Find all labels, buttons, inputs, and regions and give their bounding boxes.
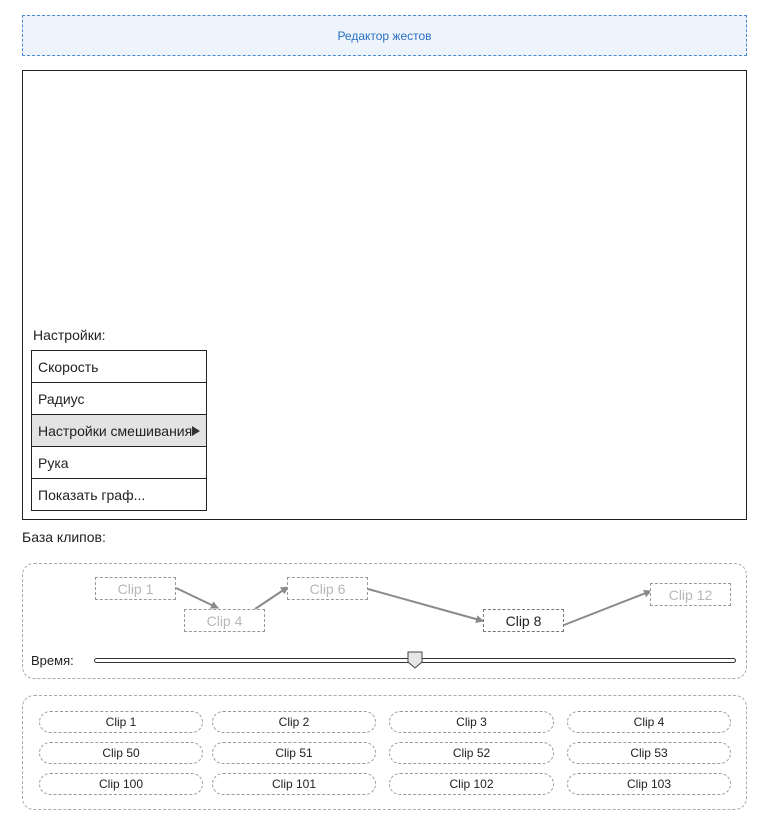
menu-item-hand[interactable]: Рука [32, 447, 206, 479]
timeline-node-clip-12[interactable]: Clip 12 [650, 583, 731, 606]
timeline-node-clip-6[interactable]: Clip 6 [287, 577, 368, 600]
clip-button[interactable]: Clip 53 [567, 742, 731, 764]
clip-button[interactable]: Clip 2 [212, 711, 376, 733]
clip-button[interactable]: Clip 101 [212, 773, 376, 795]
edge-clip6-clip8 [368, 589, 483, 621]
clip-button[interactable]: Clip 1 [39, 711, 203, 733]
time-slider[interactable] [94, 650, 736, 670]
menu-item-radius[interactable]: Радиус [32, 383, 206, 415]
clip-button[interactable]: Clip 52 [389, 742, 554, 764]
clip-button[interactable]: Clip 100 [39, 773, 203, 795]
settings-label: Настройки: [33, 327, 106, 343]
slider-thumb[interactable] [406, 651, 424, 669]
timeline-node-clip-4[interactable]: Clip 4 [184, 609, 265, 632]
clip-button[interactable]: Clip 51 [212, 742, 376, 764]
timeline-node-clip-8[interactable]: Clip 8 [483, 609, 564, 632]
timeline-node-clip-1[interactable]: Clip 1 [95, 577, 176, 600]
clip-button[interactable]: Clip 103 [567, 773, 731, 795]
clip-button[interactable]: Clip 3 [389, 711, 554, 733]
menu-item-show-graph[interactable]: Показать граф... [38, 487, 146, 503]
edge-clip8-clip12 [564, 591, 651, 625]
time-label: Время: [31, 653, 74, 668]
page-title: Редактор жестов [337, 28, 432, 43]
clip-button[interactable]: Clip 4 [567, 711, 731, 733]
menu-item-speed[interactable]: Скорость [32, 351, 206, 383]
clip-base-label: База клипов: [22, 529, 106, 545]
clip-button[interactable]: Clip 50 [39, 742, 203, 764]
edge-clip1-clip4 [176, 588, 218, 608]
edge-clip4-clip6 [255, 587, 288, 609]
menu-item-label: Настройки смешивания [38, 422, 193, 439]
clip-button[interactable]: Clip 102 [389, 773, 554, 795]
